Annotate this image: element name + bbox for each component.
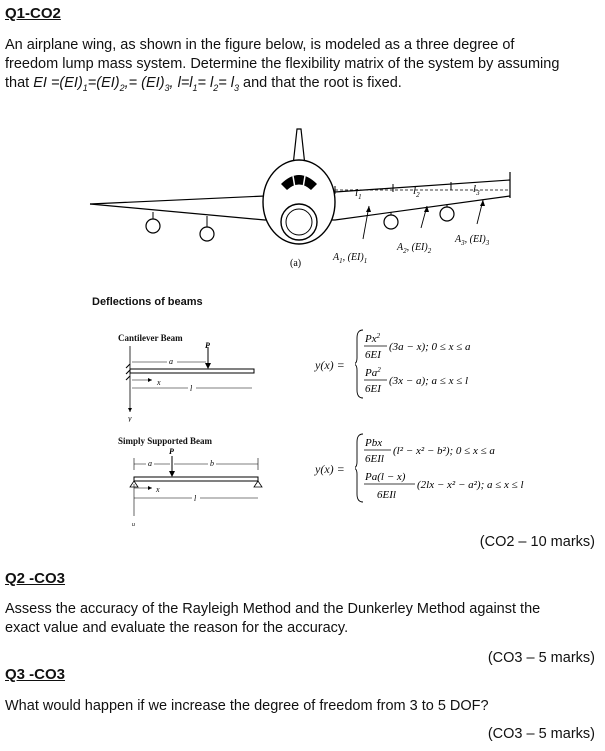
q1-line-1: An airplane wing, as shown in the figure below, is modeled as a three degree of — [5, 37, 515, 53]
svg-text:(2lx − x² − a²); a ≤ x ≤ l: (2lx − x² − a²); a ≤ x ≤ l — [417, 479, 524, 491]
l1-label: $l_1$ — [355, 187, 362, 201]
svg-text:y: y — [128, 414, 132, 422]
svg-text:(3a − x); 0 ≤ x ≤ a: (3a − x); 0 ≤ x ≤ a — [389, 341, 471, 353]
svg-text:x: x — [157, 378, 161, 387]
svg-text:Pa(l − x): Pa(l − x) — [365, 471, 406, 483]
q2-heading: Q2 -CO3 — [5, 570, 66, 587]
airplane-wing-figure — [85, 124, 525, 274]
simply-lhs: y(x) = — [315, 462, 345, 476]
figure-caption: (a) — [290, 258, 302, 269]
roller-support-icon — [254, 481, 262, 487]
svg-text:Pbx: Pbx — [365, 437, 383, 449]
q2-line-1: Assess the accuracy of the Rayleigh Method and the Dunkerley Method against the — [5, 601, 541, 617]
simply-supported-diagram — [112, 444, 272, 528]
engine-right-inner — [384, 215, 398, 229]
svg-text:6EIl: 6EIl — [377, 489, 396, 501]
cantilever-label: Cantilever Beam — [118, 333, 183, 343]
svg-text:6EI: 6EI — [365, 383, 381, 395]
svg-text:P: P — [205, 342, 210, 350]
engine-right-outer — [440, 207, 454, 221]
engine-left-inner — [200, 227, 214, 241]
q3-heading: Q3 -CO3 — [5, 666, 66, 683]
svg-text:Pa2: Pa$^2$ — [365, 366, 381, 379]
svg-text:(l² − x² − b²); 0 ≤ x ≤ a: (l² − x² − b²); 0 ≤ x ≤ a — [393, 445, 495, 457]
svg-text:b: b — [210, 459, 214, 468]
cantilever-beam — [130, 369, 254, 373]
engine-left-outer — [146, 219, 160, 233]
a2-label: $A_2$, $(EI)_2$ — [397, 242, 432, 255]
load-arrow-icon — [205, 363, 211, 369]
q1-marks: (CO2 – 10 marks) — [479, 534, 595, 550]
q1-heading: Q1-CO2 — [5, 5, 61, 22]
svg-text:l: l — [194, 494, 197, 503]
q1-line-3: that EI $=(EI)_1=(EI)_2,= (EI)_3$, $l=l_1= l_2= l_3$ and that the root is fixed. — [5, 75, 402, 93]
simply-supported-beam — [134, 477, 258, 481]
svg-text:u: u — [132, 522, 135, 528]
svg-text:a: a — [169, 357, 173, 366]
q2-line-2: exact value and evaluate the reason for the accuracy. — [5, 620, 349, 636]
svg-text:l: l — [190, 384, 193, 393]
cantilever-diagram — [112, 342, 262, 422]
svg-text:Px2: Px$^2$ — [365, 332, 381, 345]
svg-text:6EIl: 6EIl — [365, 453, 384, 465]
q2-text — [5, 600, 600, 638]
deflections-title: Deflections of beams — [92, 296, 203, 308]
svg-text:(3x − a); a ≤ x ≤ l: (3x − a); a ≤ x ≤ l — [389, 375, 469, 387]
q2-marks: (CO3 – 5 marks) — [487, 650, 595, 666]
cantilever-equation — [355, 328, 595, 400]
svg-text:6EI: 6EI — [365, 349, 381, 361]
l3-label: $l_3$ — [473, 183, 480, 197]
simply-supported-label: Simply Supported Beam — [118, 436, 213, 446]
svg-text:x: x — [156, 485, 160, 494]
a3-label: $A_3$, $(EI)_3$ — [455, 234, 490, 247]
a1-label: $A_1$, $(EI)_1$ — [333, 252, 368, 265]
q1-text — [5, 36, 600, 98]
simply-supported-equation — [355, 432, 595, 506]
cantilever-lhs: y(x) = — [315, 358, 345, 372]
l2-label: $l_2$ — [413, 185, 420, 199]
load-arrow-icon — [169, 471, 175, 477]
q3-marks: (CO3 – 5 marks) — [487, 726, 595, 742]
svg-text:a: a — [148, 459, 152, 468]
q1-line-2: freedom lump mass system. Determine the flexibility matrix of the system by assuming — [5, 56, 560, 72]
svg-text:P: P — [169, 447, 174, 456]
q3-text: What would happen if we increase the degree of freedom from 3 to 5 DOF? — [5, 698, 489, 714]
